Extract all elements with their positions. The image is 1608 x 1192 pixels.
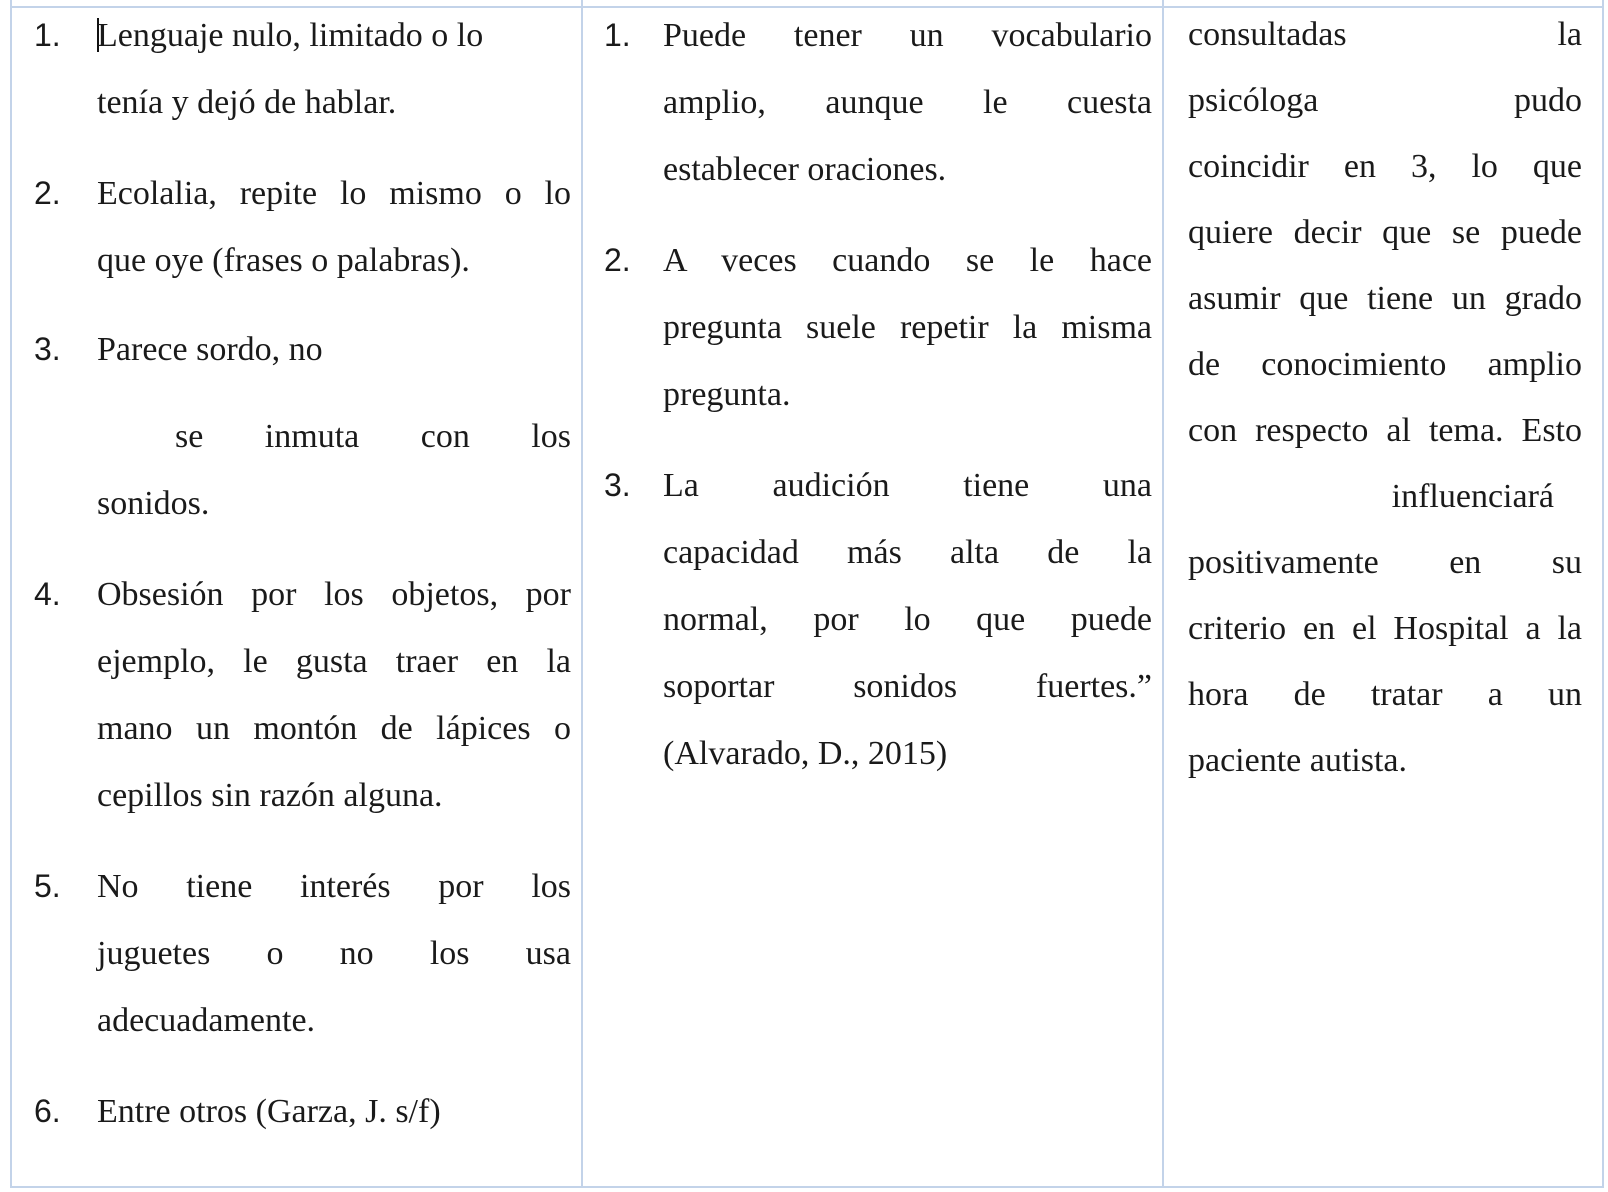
list-text-line[interactable]: pregunta suele repetir la misma bbox=[663, 309, 1152, 346]
paragraph-line: criterio en el Hospital a la bbox=[1188, 610, 1582, 647]
paragraph-line: consultadas la bbox=[1188, 16, 1582, 53]
list-item bbox=[583, 227, 1162, 428]
list-item bbox=[12, 160, 581, 294]
list-text-line[interactable]: mano un montón de lápices o bbox=[97, 710, 571, 747]
list-text-line[interactable]: (Alvarado, D., 2015) bbox=[663, 735, 948, 772]
document-table bbox=[10, 0, 1604, 1188]
list-number: 4. bbox=[34, 576, 61, 612]
conclusion-paragraph[interactable] bbox=[1164, 0, 1602, 794]
paragraph-line: influenciará bbox=[1391, 478, 1554, 515]
paragraph-line: coincidir en 3, lo que bbox=[1188, 148, 1582, 185]
list-number: 5. bbox=[34, 868, 61, 904]
list-text-line[interactable]: ejemplo, le gusta traer en la bbox=[97, 643, 571, 680]
paragraph-line: positivamente en su bbox=[1188, 544, 1582, 581]
list-item bbox=[12, 561, 581, 829]
list-number: 3. bbox=[34, 331, 61, 367]
paragraph-line: paciente autista. bbox=[1188, 742, 1408, 779]
list-number: 1. bbox=[604, 17, 631, 53]
paragraph-line: psicóloga pudo bbox=[1188, 82, 1582, 119]
list-item bbox=[583, 2, 1162, 203]
paragraph-line: asumir que tiene un grado bbox=[1188, 280, 1582, 317]
list-text-line[interactable]: que oye (frases o palabras). bbox=[97, 242, 470, 279]
list-text-line[interactable]: soportar sonidos fuertes.” bbox=[663, 668, 1152, 705]
list-number: 3. bbox=[604, 467, 631, 503]
list-text-line[interactable]: establecer oraciones. bbox=[663, 151, 947, 188]
list-text-line[interactable]: No tiene interés por los bbox=[97, 868, 571, 905]
list-text-line[interactable]: Ecolalia, repite lo mismo o lo bbox=[97, 175, 571, 212]
table-column-3 bbox=[1164, 0, 1602, 1186]
table-column-1 bbox=[12, 0, 583, 1186]
paragraph-line: de conocimiento amplio bbox=[1188, 346, 1582, 383]
list-text-line[interactable]: Entre otros (Garza, J. s/f) bbox=[97, 1093, 441, 1130]
list-number: 2. bbox=[34, 175, 61, 211]
list-text-line[interactable]: Parece sordo, no bbox=[97, 331, 323, 368]
list-text-line[interactable]: normal, por lo que puede bbox=[663, 601, 1152, 638]
symptom-list bbox=[12, 0, 581, 1145]
list-number: 2. bbox=[604, 242, 631, 278]
list-item bbox=[12, 2, 581, 136]
paragraph-line: con respecto al tema. Esto bbox=[1188, 412, 1582, 449]
list-text-line[interactable]: Puede tener un vocabulario bbox=[663, 17, 1152, 54]
list-number: 1. bbox=[34, 17, 61, 53]
list-item bbox=[12, 1078, 581, 1145]
paragraph-line: quiere decir que se puede bbox=[1188, 214, 1582, 251]
list-text-line[interactable]: juguetes o no los usa bbox=[97, 935, 571, 972]
list-text-line[interactable]: amplio, aunque le cuesta bbox=[663, 84, 1152, 121]
list-text-line[interactable]: adecuadamente. bbox=[97, 1002, 316, 1039]
list-item bbox=[583, 452, 1162, 787]
list-text-line[interactable]: tenía y dejó de hablar. bbox=[97, 84, 397, 121]
list-text-line[interactable]: La audición tiene una bbox=[663, 467, 1152, 504]
list-text-line[interactable]: cepillos sin razón alguna. bbox=[97, 777, 443, 814]
list-text-line[interactable]: A veces cuando se le hace bbox=[663, 242, 1152, 279]
list-item bbox=[12, 853, 581, 1054]
list-text-line[interactable]: Obsesión por los objetos, por bbox=[97, 576, 571, 613]
list-item bbox=[12, 316, 581, 537]
profile-list bbox=[583, 0, 1162, 787]
list-text-line[interactable]: se inmuta con los bbox=[175, 418, 571, 455]
list-text-line[interactable]: pregunta. bbox=[663, 376, 791, 413]
list-text-line[interactable]: sonidos. bbox=[97, 485, 210, 522]
list-text-line[interactable]: Lenguaje nulo, limitado o lo bbox=[97, 17, 484, 54]
list-number: 6. bbox=[34, 1093, 61, 1129]
paragraph-line: hora de tratar a un bbox=[1188, 676, 1582, 713]
list-text-line[interactable]: capacidad más alta de la bbox=[663, 534, 1152, 571]
table-column-2 bbox=[583, 0, 1164, 1186]
